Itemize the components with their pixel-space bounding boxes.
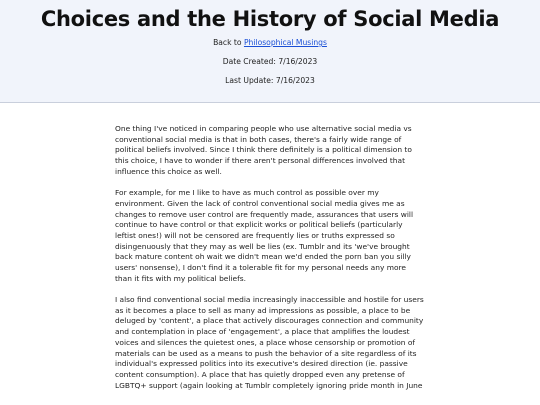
article-body <box>115 103 425 391</box>
page-header <box>0 0 540 103</box>
paragraph: I also find conventional social media increasingly inaccessible and hostile for users as it becomes a place to sell as many ad impressions as possible, a place to be deluged by 'content', a place that actively discourages connection and community and contemplation in place of 'engagement', a place that amplifies the loudest voices and silences the quietest ones, a place whose censorship or promotion of materials can be used as a means to push the behavior of a site regardless of its individual's expressed politics into its executive's desired direction (ie. passive content consumption). A place that has quietly dropped even any pretense of LGBTQ+ support (again looking at Tumblr completely ignoring pride month in June <box>115 295 424 390</box>
page-title: Choices and the History of Social Media <box>40 7 500 31</box>
back-link-line <box>0 38 540 48</box>
date-created: Date Created: 7/16/2023 <box>222 57 318 66</box>
paragraph: One thing I've noticed in comparing people who use alternative social media vs conventional social media is that in both cases, there's a fairly wide range of political beliefs involved. Since I think there definitely is a political dimension to this choice, I have to wonder if there aren't personal differences involved that influence this choice as well. <box>115 124 412 176</box>
last-update: Last Update: 7/16/2023 <box>225 76 315 85</box>
paragraph: For example, for me I like to have as much control as possible over my environment. Given the lack of control conventional social media gives me as changes to remove user control are frequently made, assurances that users will continue to have control or that explicit works or political beliefs (particularly leftist ones!) will not be censored are frequently lies or truths expressed so disingenuously that they may as well be lies (ex. Tumblr and its 'we've brought back mature content oh wait we didn't mean we'd ended the porn ban you silly users' nonsense), I don't find it a tolerable fit for my personal needs any more than it fits with my political beliefs. <box>115 188 414 283</box>
back-prefix: Back to <box>213 38 244 47</box>
back-link[interactable]: Philosophical Musings <box>243 38 327 47</box>
